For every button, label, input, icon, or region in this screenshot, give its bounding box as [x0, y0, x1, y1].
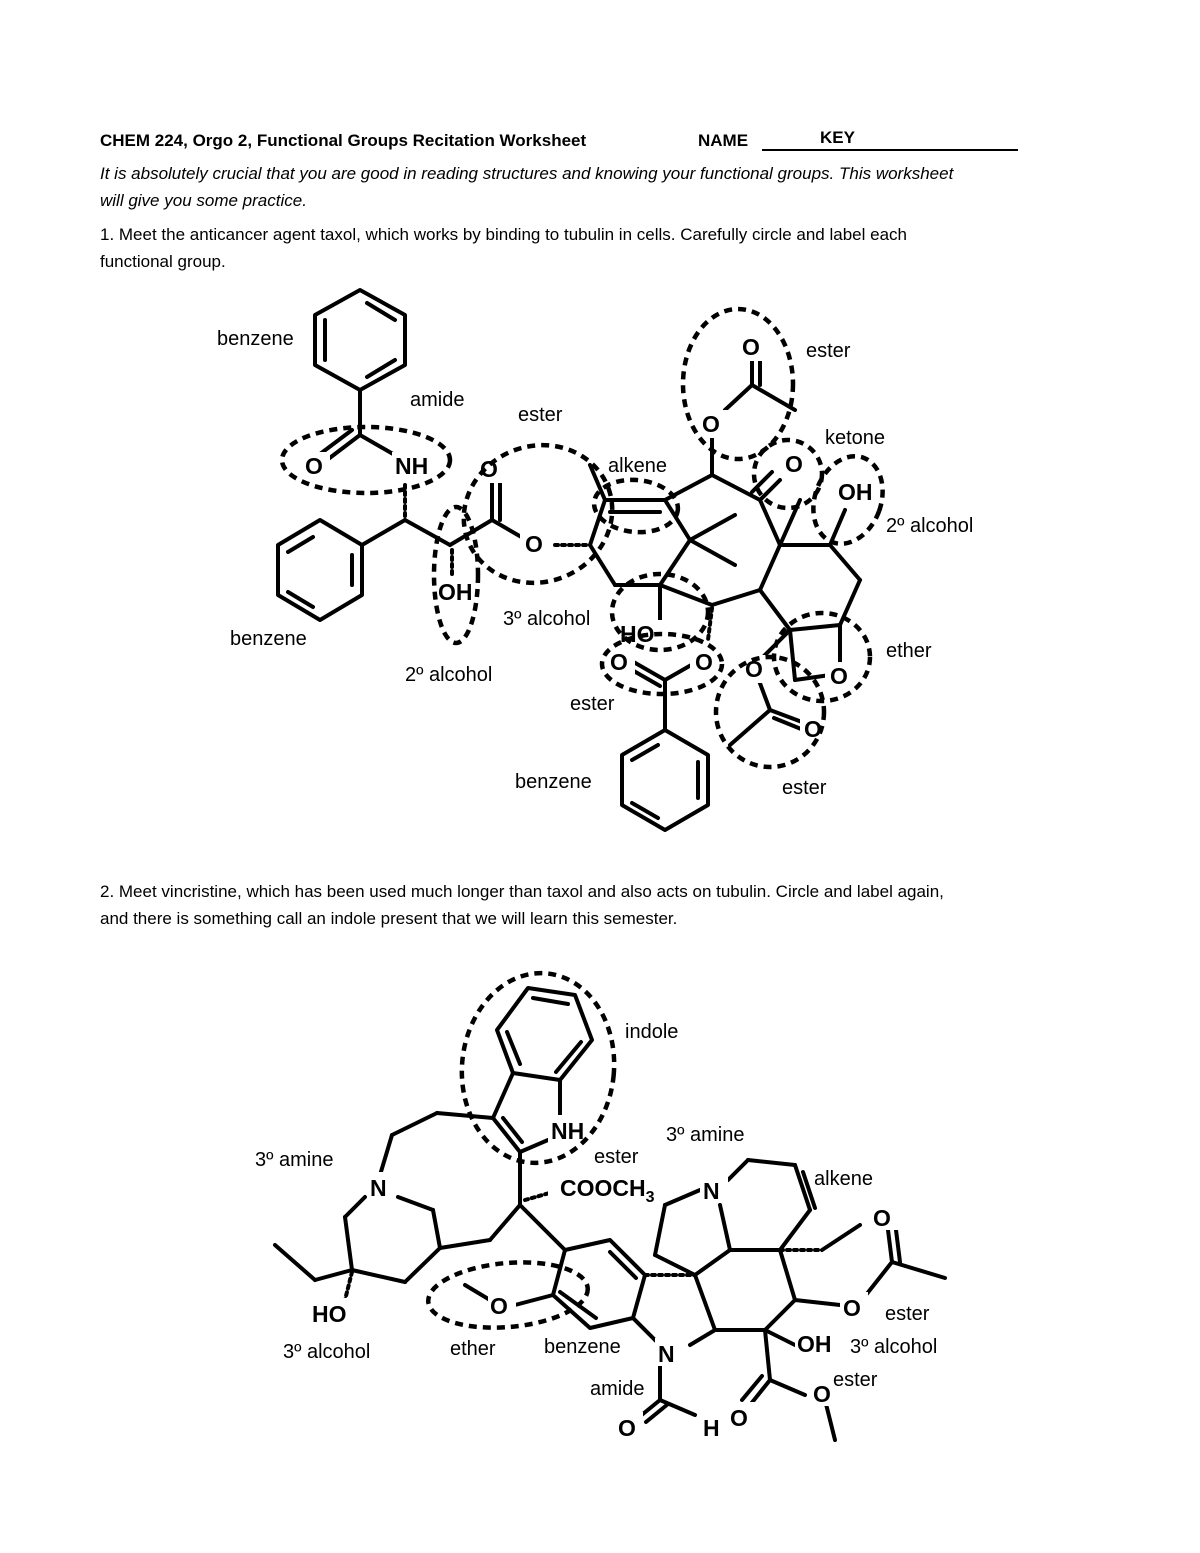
taxol-label-ester-top: ester — [806, 340, 851, 362]
taxol-structure — [217, 290, 973, 830]
taxol-amide-nh: NH — [395, 453, 429, 479]
taxol-amide-o: O — [305, 453, 323, 479]
taxol-tertiary-ho: HO — [620, 621, 655, 647]
vincristine-label-ether: ether — [450, 1338, 496, 1360]
taxol-label-amide: amide — [410, 389, 465, 411]
taxol-ketone-o: O — [785, 451, 803, 477]
taxol-benzene-left-ring — [278, 520, 362, 620]
vincristine-cooch3-text: COOCH — [560, 1175, 646, 1201]
taxol-label-benzene-bottom: benzene — [515, 771, 592, 793]
taxol-benzoate-o-carbonyl: O — [610, 649, 628, 675]
taxol-ester-o-carbonyl: O — [480, 456, 498, 482]
vincristine-ho: HO — [312, 1301, 347, 1327]
name-value: KEY — [820, 128, 855, 147]
taxol-ester-o-link: O — [525, 531, 543, 557]
vincristine-label-amide: amide — [590, 1378, 645, 1400]
taxol-label-ester-acetate: ester — [782, 777, 827, 799]
taxol-label-3-alcohol: 3º alcohol — [503, 608, 591, 630]
vincristine-label-ester-right: ester — [885, 1303, 930, 1325]
taxol-ether-o: O — [830, 663, 848, 689]
taxol-acetate2-o-carbonyl: O — [804, 716, 822, 742]
vincristine-ester-o-carbonyl: O — [730, 1405, 748, 1431]
vincristine-label-3-alcohol-left: 3º alcohol — [283, 1341, 371, 1363]
vincristine-acetate-o-carbonyl: O — [873, 1205, 891, 1231]
vincristine-amide-h: H — [703, 1415, 720, 1441]
vincristine-amine-n-right: N — [703, 1178, 720, 1204]
vincristine-label-indole: indole — [625, 1021, 679, 1043]
vincristine-ester-o-link: O — [813, 1381, 831, 1407]
vincristine-amide-o: O — [618, 1415, 636, 1441]
taxol-side-oh: OH — [438, 579, 473, 605]
taxol-ring-oh: OH — [838, 479, 873, 505]
vincristine-cooch3-subscript: 3 — [645, 1189, 655, 1206]
taxol-label-benzene-top: benzene — [217, 328, 294, 350]
taxol-label-benzene-left: benzene — [230, 628, 307, 650]
vincristine-label-alkene: alkene — [814, 1168, 873, 1190]
vincristine-amide-n: N — [658, 1341, 675, 1367]
intro-line-2: will give you some practice. — [100, 191, 307, 210]
worksheet-title: CHEM 224, Orgo 2, Functional Groups Recitation Worksheet — [100, 131, 587, 150]
taxol-label-2-alcohol-right: 2º alcohol — [886, 515, 974, 537]
taxol-label-ester-side: ester — [518, 404, 563, 426]
vincristine-label-ester-top: ester — [594, 1146, 639, 1168]
taxol-benzene-bottom-ring — [622, 730, 708, 830]
question-2-line-1: 2. Meet vincristine, which has been used much longer than taxol and also acts on tubulin. Circle and label again, — [100, 882, 944, 901]
name-label: NAME — [698, 131, 749, 150]
taxol-acetate-o-link: O — [702, 411, 720, 437]
vincristine-label-benzene: benzene — [544, 1336, 621, 1358]
taxol-label-ketone: ketone — [825, 427, 886, 449]
vincristine-amine-n-left: N — [370, 1175, 387, 1201]
taxol-acetate-o-carbonyl: O — [742, 334, 760, 360]
vincristine-label-3-alcohol-right: 3º alcohol — [850, 1336, 938, 1358]
vincristine-label-ester-bottom: ester — [833, 1369, 878, 1391]
question-1-line-1: 1. Meet the anticancer agent taxol, which works by binding to tubulin in cells. Carefully circle and label each — [100, 225, 907, 244]
intro-line-1: It is absolutely crucial that you are good in reading structures and knowing your functional groups. This worksheet — [100, 164, 954, 183]
vincristine-indole-nh: NH — [551, 1118, 585, 1144]
vincristine-acetate-o-link: O — [843, 1295, 861, 1321]
taxol-benzene-top-ring — [315, 290, 405, 390]
taxol-label-ester-benzoate: ester — [570, 693, 615, 715]
vincristine-structure — [255, 967, 945, 1441]
question-1-line-2: functional group. — [100, 252, 226, 271]
taxol-acetate2-o-link: O — [745, 656, 763, 682]
vincristine-label-3-amine-right: 3º amine — [666, 1124, 745, 1146]
taxol-label-2-alcohol-left: 2º alcohol — [405, 664, 493, 686]
vincristine-oh: OH — [797, 1331, 832, 1357]
taxol-benzoate-o-link: O — [695, 649, 713, 675]
question-2-line-2: and there is something call an indole present that we will learn this semester. — [100, 909, 678, 928]
vincristine-ether-o: O — [490, 1293, 508, 1319]
vincristine-label-3-amine-left: 3º amine — [255, 1149, 334, 1171]
taxol-label-alkene: alkene — [608, 455, 667, 477]
taxol-label-ether: ether — [886, 640, 932, 662]
